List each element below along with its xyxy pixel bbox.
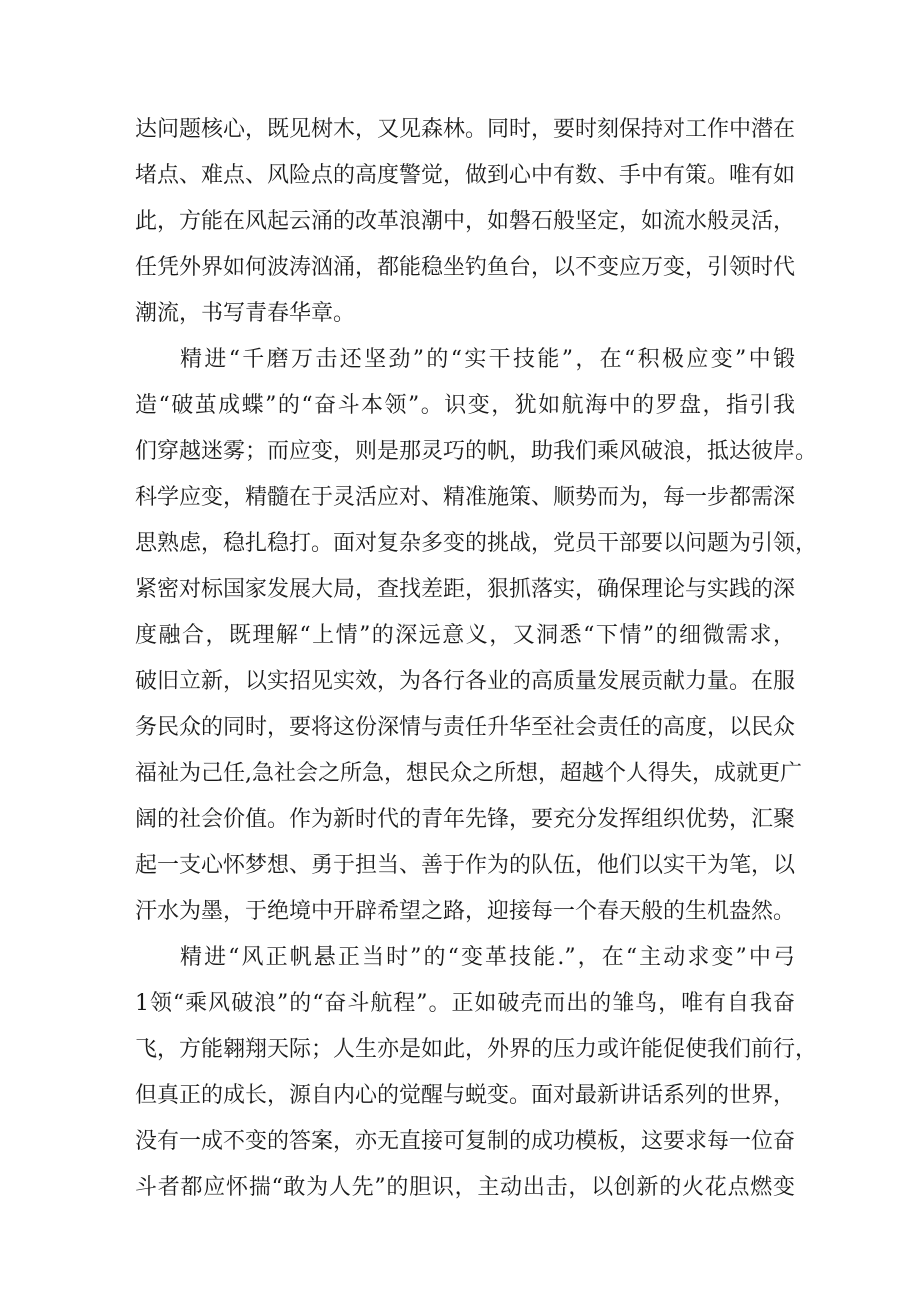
- text-line: 思熟虑，稳扎稳打。面对复杂多变的挑战，党员干部要以问题为引领，: [135, 531, 818, 556]
- text-line: 破旧立新，以实招见实效，为各行各业的高质量发展贡献力量。在服: [135, 669, 796, 694]
- text-line: 紧密对标国家发展大局，查找差距，狠抓落实，确保理论与实践的深: [135, 577, 796, 602]
- text-line: 没有一成不变的答案，亦无直接可复制的成功模板，这要求每一位奋: [135, 1129, 796, 1154]
- text-line: 科学应变，精髓在于灵活应对、精准施策、顺势而为，每一步都需深: [135, 485, 796, 510]
- text-line: 们穿越迷雾；而应变，则是那灵巧的帆，助我们乘风破浪，抵达彼岸。: [135, 439, 818, 464]
- text-line: 任凭外界如何波涛汹涌，都能稳坐钓鱼台，以不变应万变，引领时代: [135, 255, 796, 280]
- text-line: 造“破茧成蝶”的“奋斗本领”。识变，犹如航海中的罗盘，指引我: [135, 393, 795, 418]
- text-line: 精进“千磨万击还坚劲”的“实干技能”，在“积极应变”中锻: [180, 347, 795, 372]
- text-line: 达问题核心，既见树木，又见森林。同时，要时刻保持对工作中潜在: [135, 117, 796, 142]
- text-line: 堵点、难点、风险点的高度警觉，做到心中有数、手中有策。唯有如: [135, 163, 796, 188]
- text-line: 汗水为墨，于绝境中开辟希望之路，迎接每一个春天般的生机盎然。: [135, 899, 796, 924]
- text-line: 但真正的成长，源自内心的觉醒与蜕变。面对最新讲话系列的世界，: [135, 1083, 796, 1108]
- text-line: 此，方能在风起云涌的改革浪潮中，如磐石般坚定，如流水般灵活，: [135, 209, 796, 234]
- text-line: 飞，方能翱翔天际；人生亦是如此，外界的压力或许能促使我们前行，: [135, 1037, 818, 1062]
- text-line: 1领“乘风破浪”的“奋斗航程”。正如破壳而出的雏鸟，唯有自我奋: [135, 991, 795, 1016]
- text-line: 度融合，既理解“上情”的深远意义，又洞悉“下情”的细微需求，: [135, 623, 795, 648]
- text-line: 福祉为己任,急社会之所急，想民众之所想，超越个人得失，成就更广: [135, 761, 802, 786]
- text-line: 潮流，书写青春华章。: [135, 301, 356, 326]
- text-line: 精进“风正帆悬正当时”的“变革技能.”，在“主动求变”中弓: [180, 945, 795, 970]
- text-line: 务民众的同时，要将这份深情与责任升华至社会责任的高度，以民众: [135, 715, 796, 740]
- text-line: 起一支心怀梦想、勇于担当、善于作为的队伍，他们以实干为笔，以: [135, 853, 796, 878]
- text-line: 阔的社会价值。作为新时代的青年先锋，要充分发挥组织优势，汇聚: [135, 807, 796, 832]
- text-line: 斗者都应怀揣“敢为人先”的胆识，主动出击，以创新的火花点燃变: [135, 1175, 795, 1200]
